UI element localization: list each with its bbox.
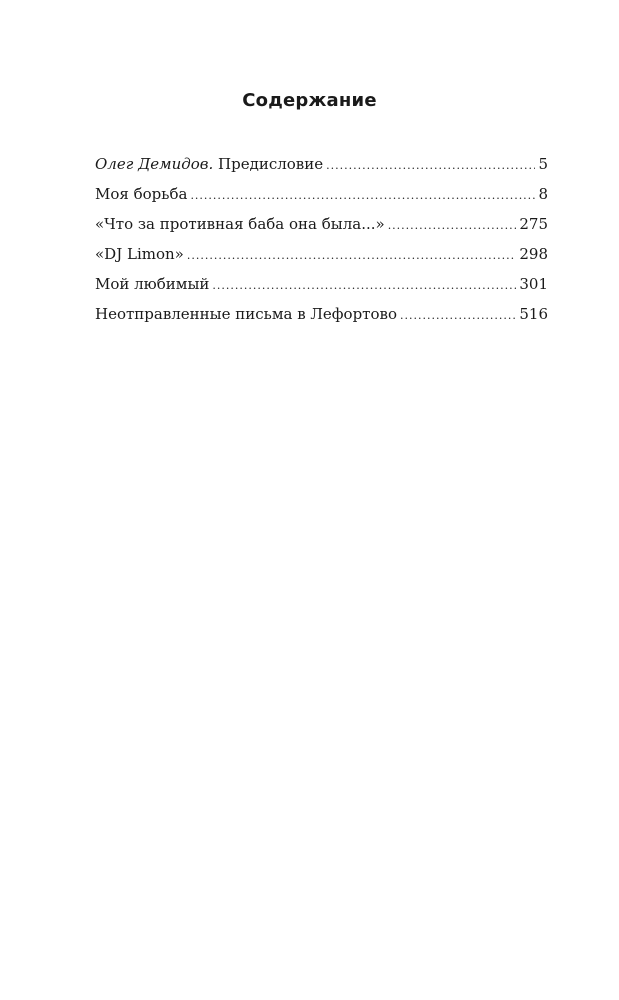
toc-entry-title: Мой любимый (95, 275, 210, 293)
dot-leader (400, 301, 516, 329)
dot-leader (388, 211, 517, 239)
table-of-contents (95, 149, 548, 329)
toc-entry-label (95, 149, 323, 179)
toc-entry-title: Неотправленные письма в Лефортово (95, 305, 397, 323)
toc-entry-author: Олег Демидов. (95, 155, 214, 173)
page-title: Содержание (242, 90, 377, 111)
dot-leader (212, 271, 516, 299)
dot-leader (326, 151, 535, 179)
toc-entry-page: 275 (519, 215, 548, 233)
toc-entry (95, 179, 548, 209)
toc-entry (95, 269, 548, 299)
toc-entry (95, 299, 548, 329)
dot-leader (190, 181, 535, 209)
toc-entry-title: Моя борьба (95, 185, 188, 203)
toc-entry-page: 301 (519, 275, 548, 293)
toc-entry-title: «DJ Limon» (95, 245, 184, 263)
toc-entry-page: 5 (538, 155, 548, 173)
toc-entry (95, 149, 548, 179)
toc-entry (95, 209, 548, 239)
dot-leader (187, 241, 517, 269)
toc-entry-title: «Что за противная баба она была...» (95, 215, 385, 233)
toc-entry-page: 516 (519, 305, 548, 323)
toc-entry (95, 239, 548, 269)
toc-entry-page: 298 (519, 245, 548, 263)
toc-entry-title: Предисловие (213, 155, 324, 173)
toc-entry-page: 8 (538, 185, 548, 203)
